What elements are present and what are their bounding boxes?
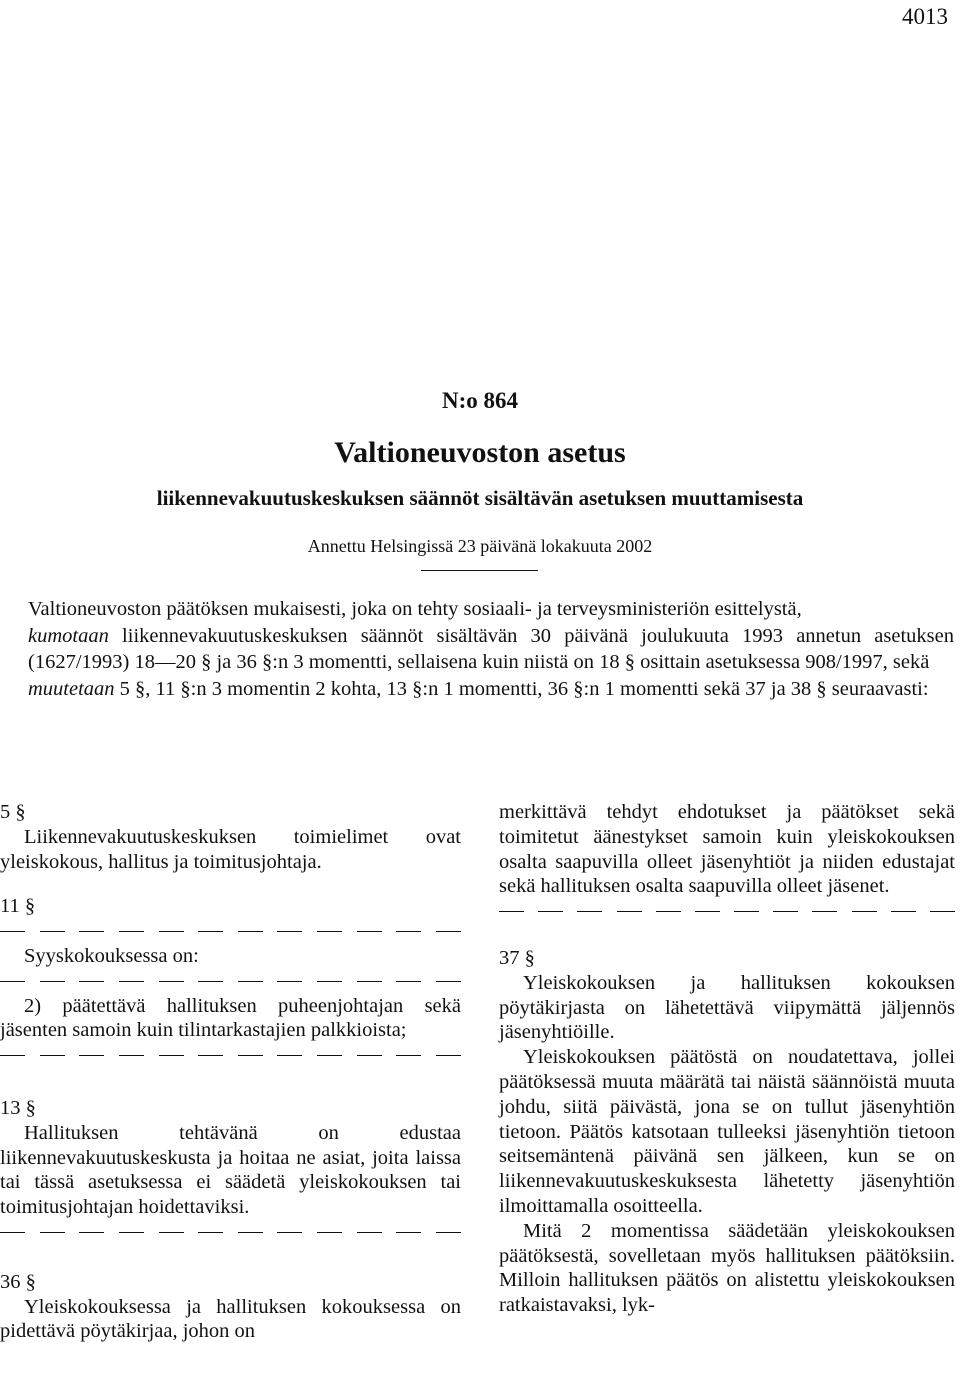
title-divider bbox=[421, 570, 538, 571]
section-36-heading: 36 § bbox=[0, 1270, 36, 1293]
right-column bbox=[499, 800, 955, 1318]
preamble-intro: Valtioneuvoston päätöksen mukaisesti, joka on tehty sosiaali- ja terveysministeriön esittelystä, bbox=[28, 598, 802, 620]
document-subtitle: liikennevakuutuskeskuksen säännöt sisältävän asetuksen muuttamisesta bbox=[156, 486, 804, 510]
preamble-amend bbox=[28, 676, 954, 703]
section-36-text: Yleiskokouksessa ja hallituksen kokouksessa on pidettävä pöytäkirjaa, johon on bbox=[0, 1295, 461, 1343]
left-column bbox=[0, 800, 461, 1344]
omission-dashes bbox=[0, 969, 461, 994]
section-13-text: Hallituksen tehtävänä on edustaa liikennevakuutuskeskusta ja hoitaa ne asiat, joita laissa tai tässä asetuksessa ei säädetä yleiskokouksen tai toimitusjohtajan hoidettaviksi. bbox=[0, 1121, 461, 1219]
section-37-para-3: Mitä 2 momentissa säädetään yleiskokouksen päätöksestä, sovelletaan myös hallituksen päätöksiin. Milloin hallituksen päätös on alistettu yleiskokouksen ratkaistavaksi, lyk- bbox=[499, 1219, 955, 1317]
omission-dashes bbox=[499, 899, 955, 924]
repeal-keyword: kumotaan bbox=[28, 624, 109, 647]
repeal-text: liikennevakuutuskeskuksen säännöt sisältävän 30 päivänä joulukuuta 1993 annetun asetuksen (1627/1993) 18—20 § ja 36 §:n 3 momentti, sellaisena kuin niistä on 18 § osittain asetuksessa 908/1997, sekä bbox=[28, 624, 954, 674]
preamble-repeal bbox=[28, 623, 954, 676]
section-37-para-1: Yleiskokouksen ja hallituksen kokouksen pöytäkirjasta on lähetettävä viipymättä jäljennös jäsenyhtiöille. bbox=[499, 971, 955, 1044]
amend-text: 5 §, 11 §:n 3 momentin 2 kohta, 13 §:n 1 momentti, 36 §:n 1 momentti sekä 37 ja 38 § seuraavasti: bbox=[114, 677, 929, 700]
section-11-heading: 11 § bbox=[0, 895, 36, 918]
page-number: 4013 bbox=[902, 4, 948, 29]
omission-dashes bbox=[0, 1220, 461, 1245]
omission-dashes bbox=[0, 919, 461, 944]
issued-line: Annettu Helsingissä 23 päivänä lokakuuta 2002 bbox=[307, 536, 653, 556]
section-36-continued: merkittävä tehdyt ehdotukset ja päätökset sekä toimitetut äänestykset samoin kuin yleiskokouksen osalta saapuvilla olleet jäsenyhtiöt ja niiden edustajat sekä hallituksen osalta saapuvilla olleet jäsenet. bbox=[499, 801, 955, 898]
omission-dashes bbox=[0, 1043, 461, 1068]
section-11-item-2: 2) päätettävä hallituksen puheenjohtajan sekä jäsenten samoin kuin tilintarkastajien palkkioista; bbox=[0, 994, 461, 1042]
section-11-intro: Syyskokouksessa on: bbox=[24, 944, 199, 967]
section-37-para-2: Yleiskokouksen päätöstä on noudatettava, jollei päätöksessä muuta määrätä tai näistä säännöistä muuta johdu, siitä päivästä, jona se on tullut jäsenyhtiön tietoon. Päätös katsotaan tulleeksi jäsenyhtiön tietoon seitsemäntenä päivänä sen jälkeen, kun se on liikennevakuutuskeskuksesta lähetetty jäsenyhtiön ilmoittamalla osoitteella. bbox=[499, 1046, 955, 1217]
section-13-heading: 13 § bbox=[0, 1096, 36, 1119]
section-5-text: Liikennevakuutuskeskuksen toimielimet ovat yleiskokous, hallitus ja toimitusjohtaja. bbox=[0, 825, 461, 873]
statute-number: N:o 864 bbox=[441, 388, 519, 413]
section-37-heading: 37 § bbox=[499, 946, 535, 969]
document-title: Valtioneuvoston asetus bbox=[334, 436, 626, 469]
section-5-heading: 5 § bbox=[0, 801, 26, 823]
amend-keyword: muutetaan bbox=[28, 677, 115, 700]
preamble bbox=[28, 596, 954, 702]
